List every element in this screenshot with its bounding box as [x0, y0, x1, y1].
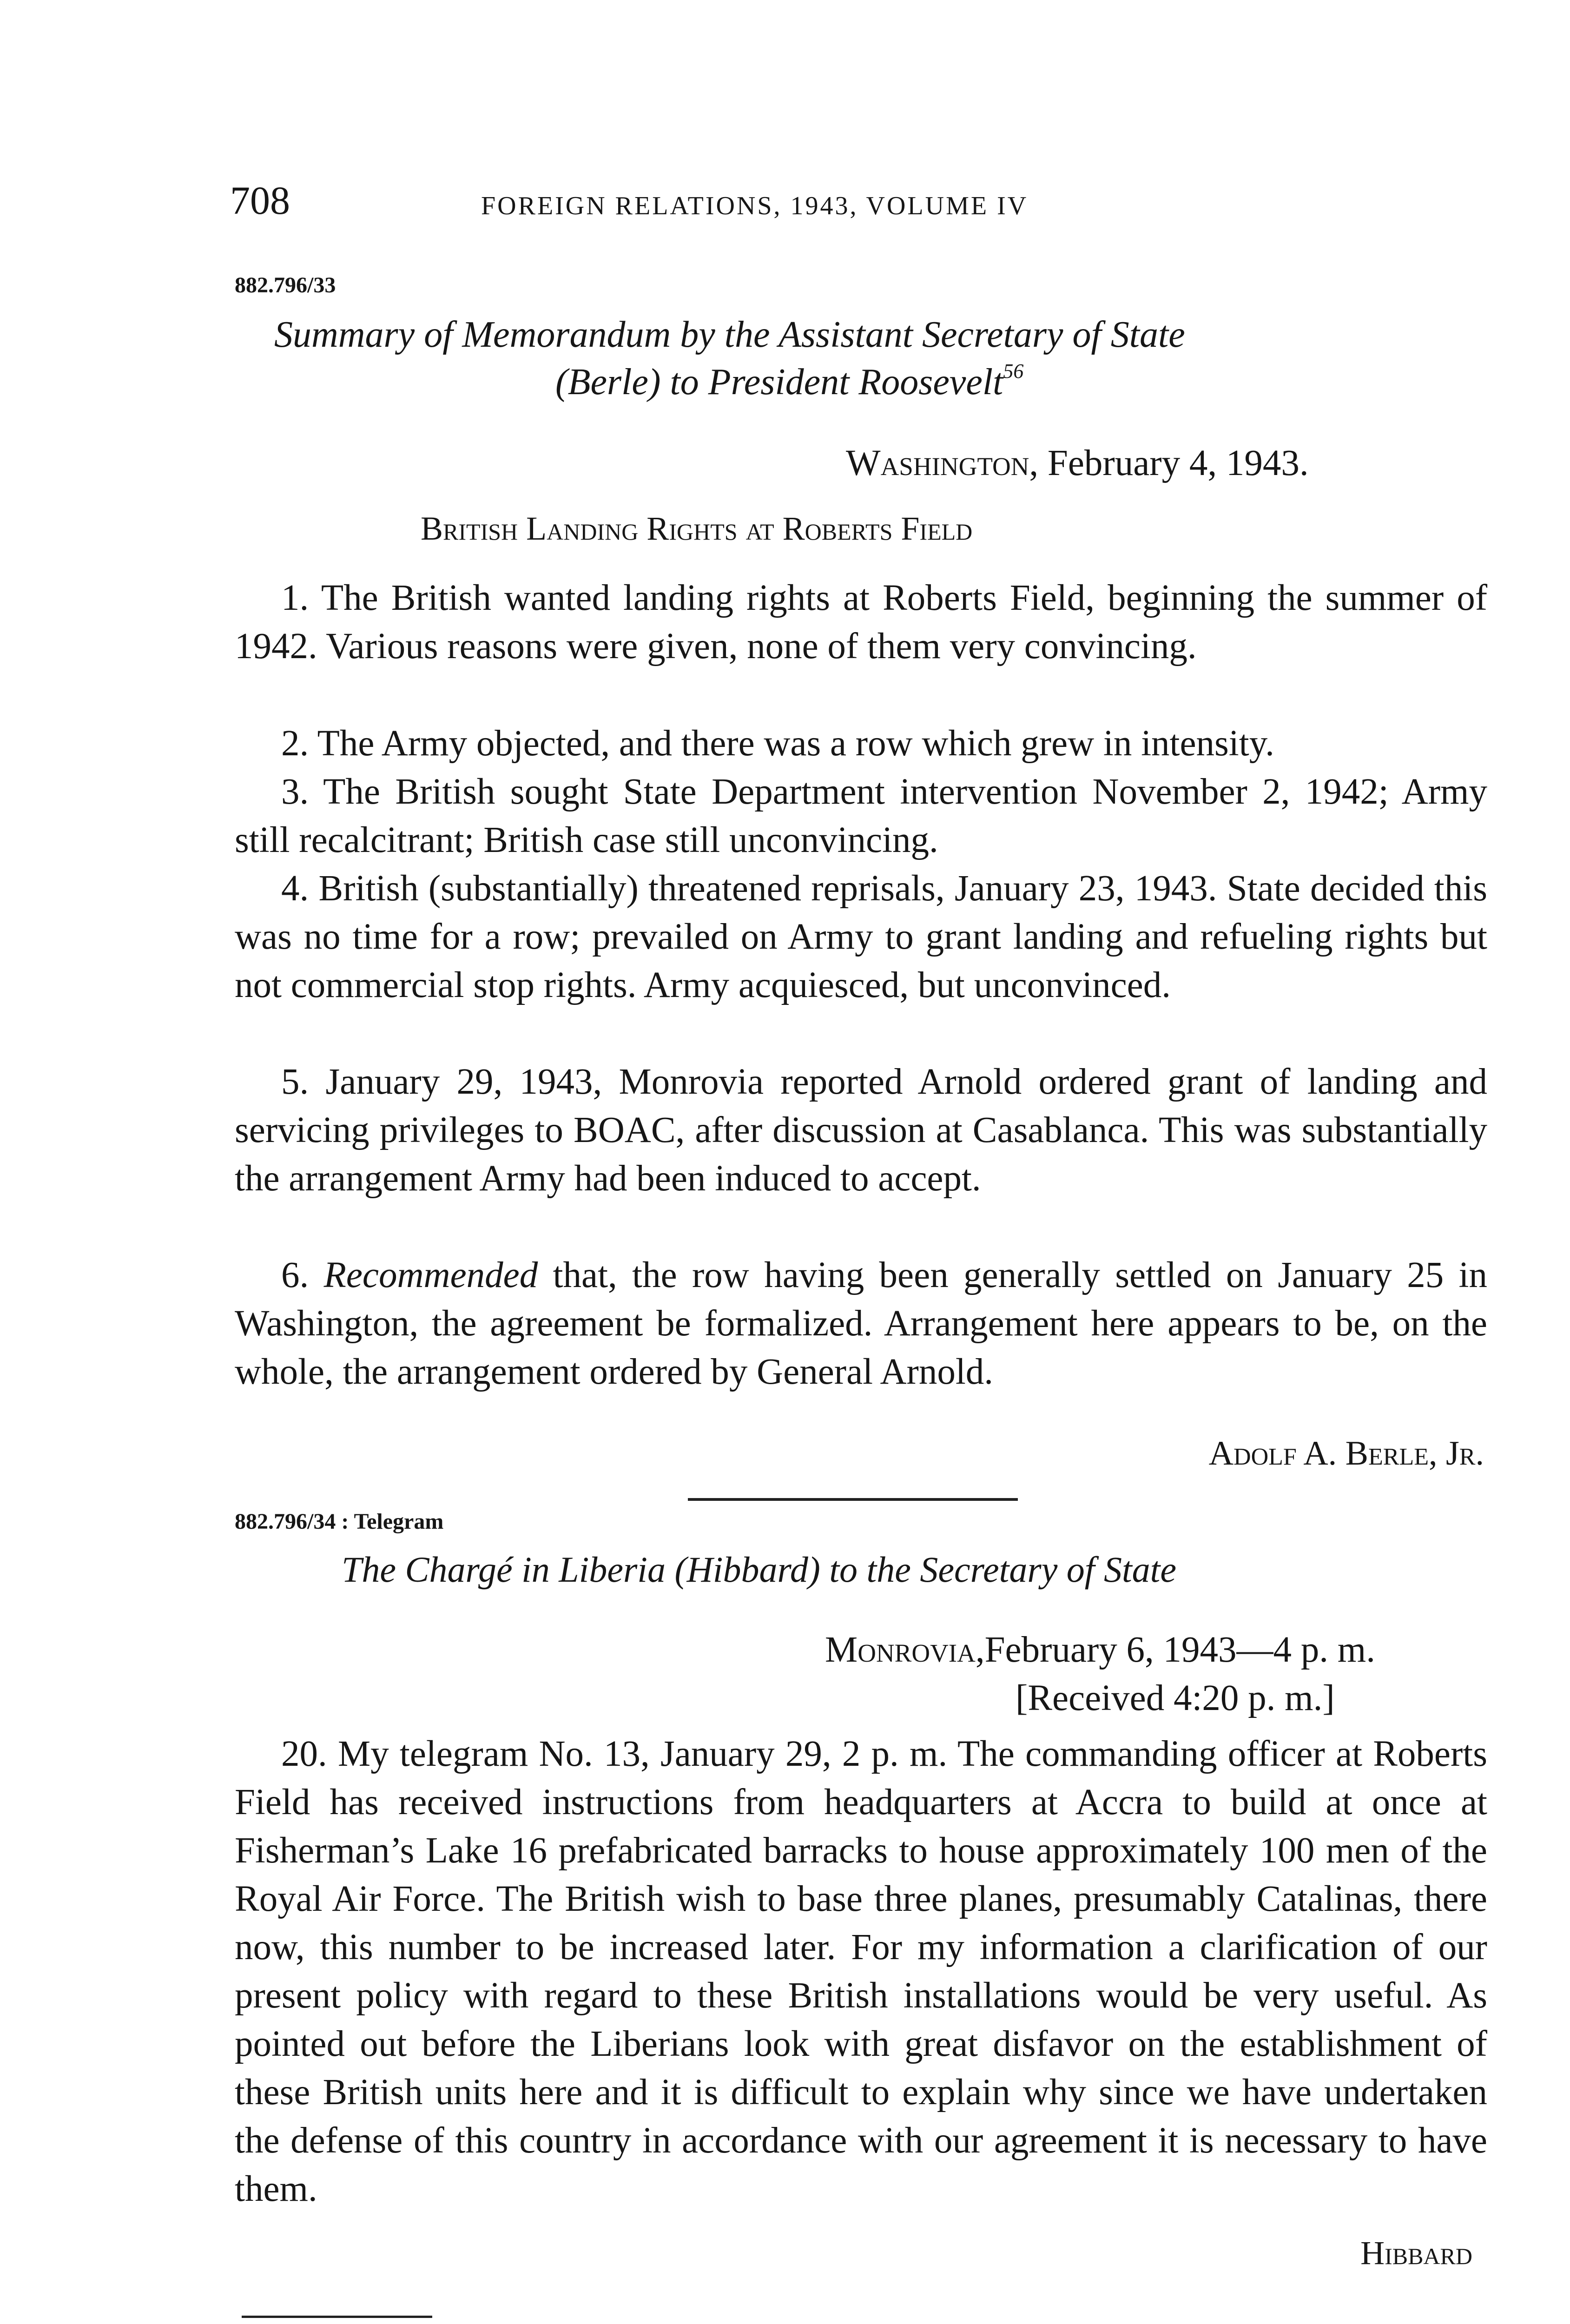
- subject-heading: British Landing Rights at Roberts Field: [421, 510, 973, 547]
- memo-paragraph-2: 2. The Army objected, and there was a row which grew in intensity.: [281, 723, 1274, 764]
- section-divider: [688, 1498, 1018, 1501]
- page-number: 708: [230, 178, 290, 223]
- document-title-line2: (Berle) to President Roosevelt$^{56}$: [555, 359, 1024, 403]
- file-number: 882.796/34 : Telegram: [235, 1509, 444, 1534]
- footnote-rule: [242, 2316, 432, 2318]
- dateline-place: Washington,: [846, 443, 1039, 483]
- dateline-date: February 4, 1943.: [1047, 443, 1309, 483]
- received-time: [Received 4:20 p. m.]: [1016, 1678, 1335, 1718]
- emphasis-recommended: Recommended: [323, 1255, 538, 1295]
- dateline: [825, 1626, 1375, 1674]
- dateline-place: Monrovia,: [825, 1630, 985, 1670]
- memo-paragraph-3: 3. The British sought State Department intervention November 2, 1942; Army still recalcitrant; British case still unconvincing.: [235, 772, 1487, 860]
- memo-paragraph-6: 6. Recommended that, the row having been generally settled on January 25 in Washington, the agreement be formalized. Arrangement here appears to be, on the whole, the arrangement ordered by General Arnold.: [235, 1255, 1488, 1392]
- file-number: 882.796/33: [235, 273, 336, 297]
- memo-paragraph-1: 1. The British wanted landing rights at Roberts Field, beginning the summer of 1942. Various reasons were given, none of them very convincing.: [235, 578, 1487, 667]
- document-title-line1: Summary of Memorandum by the Assistant Secretary of State: [274, 314, 1185, 355]
- memo-paragraph-5: 5. January 29, 1943, Monrovia reported Arnold ordered grant of landing and servicing privileges to BOAC, after discussion at Casablanca. This was substantially the arrangement Army had been induced to accept.: [235, 1062, 1487, 1199]
- dateline-date: February 6, 1943—4 p. m.: [984, 1630, 1375, 1670]
- running-title: FOREIGN RELATIONS, 1943, VOLUME IV: [481, 191, 1029, 220]
- document-title: The Chargé in Liberia (Hibbard) to the Secretary of State: [342, 1549, 1176, 1590]
- signature: Adolf A. Berle, Jr.: [1208, 1434, 1484, 1472]
- signature: Hibbard: [1360, 2234, 1472, 2271]
- dateline: [846, 439, 1309, 488]
- footnote-reference: 56: [1003, 359, 1024, 383]
- memo-paragraph-4: 4. British (substantially) threatened reprisals, January 23, 1943. State decided this was no time for a row; prevailed on Army to grant landing and refueling rights but not commercial stop rights. Army acquiesced, but unconvinced.: [235, 868, 1487, 1005]
- telegram-paragraph: 20. My telegram No. 13, January 29, 2 p. m. The commanding officer at Roberts Field has received instructions from headquarters at Accra to build at once at Fisherman’s Lake 16 prefabricated barracks to house approximately 100 men of the Royal Air Force. The British wish to base three planes, presumably Catalinas, there now, this number to be increased later. For my information a clarification of our present policy with regard to these British installations would be very useful. As pointed out before the Liberians look with great disfavor on the establishment of these British units here and it is difficult to explain why since we have undertaken the defense of this country in accordance with our agreement it is necessary to have them.: [235, 1734, 1487, 2209]
